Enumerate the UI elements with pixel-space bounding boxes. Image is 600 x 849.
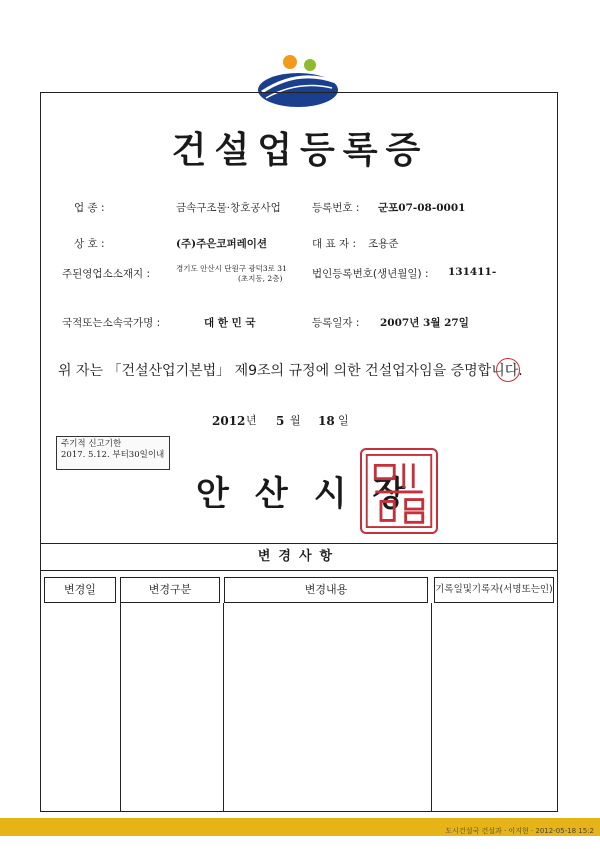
address-line2: (초지동, 2층) [238, 274, 283, 283]
column-header-change-type: 변경구분 [120, 577, 220, 603]
column-header-change-content: 변경내용 [224, 577, 428, 603]
ceo-label: 대 표 자 : [312, 238, 356, 250]
business-type-value: 금속구조물·창호공사업 [176, 202, 281, 214]
changes-heading: 변경사항 [40, 543, 558, 571]
stamp-note-line2: 2017. 5.12. 부터30일이내 [61, 450, 165, 460]
reg-date-label: 등록일자 : [312, 317, 360, 329]
issue-month: 5 [276, 414, 285, 428]
issuer-name: 안산시장 [196, 474, 432, 514]
nationality-value: 대 한 민 국 [204, 317, 256, 329]
address-line1: 경기도 안산시 단원구 광덕3로 31 [176, 264, 287, 273]
ceo-value: 조용준 [368, 238, 399, 250]
stamp-note-line1: 주기적 신고기한 [61, 439, 122, 449]
column-header-recorder: 기록일및기록자(서명또는인) [434, 577, 554, 603]
changes-section [40, 543, 558, 812]
company-value: (주)주은코퍼레이션 [176, 238, 268, 250]
reg-number-label: 등록번호 : [312, 202, 360, 214]
reg-number-value: 군포07-08-0001 [378, 202, 466, 214]
nationality-label: 국적또는소속국가명 : [62, 317, 161, 329]
renewal-stamp-note [56, 436, 170, 470]
column-divider [224, 603, 432, 812]
issue-year-unit: 년 [246, 414, 257, 427]
issue-day: 18 [318, 414, 335, 428]
footer-print-info: 도시건설국 건설과 · 이지현 · 2012-05-18 15:2 [445, 827, 594, 835]
certification-statement: 위 자는 「건설산업기본법」 제9조의 규정에 의한 건설업자임을 증명합니다. [58, 363, 523, 379]
column-divider [120, 603, 224, 812]
business-type-label: 업 종 : [74, 202, 105, 214]
official-seal-icon [360, 448, 438, 534]
issue-day-unit: 일 [338, 414, 349, 427]
issue-month-unit: 월 [290, 414, 301, 427]
small-seal-icon [496, 358, 520, 382]
issue-year: 2012 [212, 414, 246, 428]
corp-number-value: 131411- [448, 266, 497, 278]
column-header-change-date: 변경일 [44, 577, 116, 603]
page-title: 건설업등록증 [171, 130, 429, 171]
company-label: 상 호 : [74, 238, 105, 250]
address-label: 주된영업소소재지 : [62, 268, 151, 280]
corp-number-label: 법인등록번호(생년월일) : [312, 268, 429, 280]
reg-date-value: 2007년 3월 27일 [380, 317, 469, 329]
